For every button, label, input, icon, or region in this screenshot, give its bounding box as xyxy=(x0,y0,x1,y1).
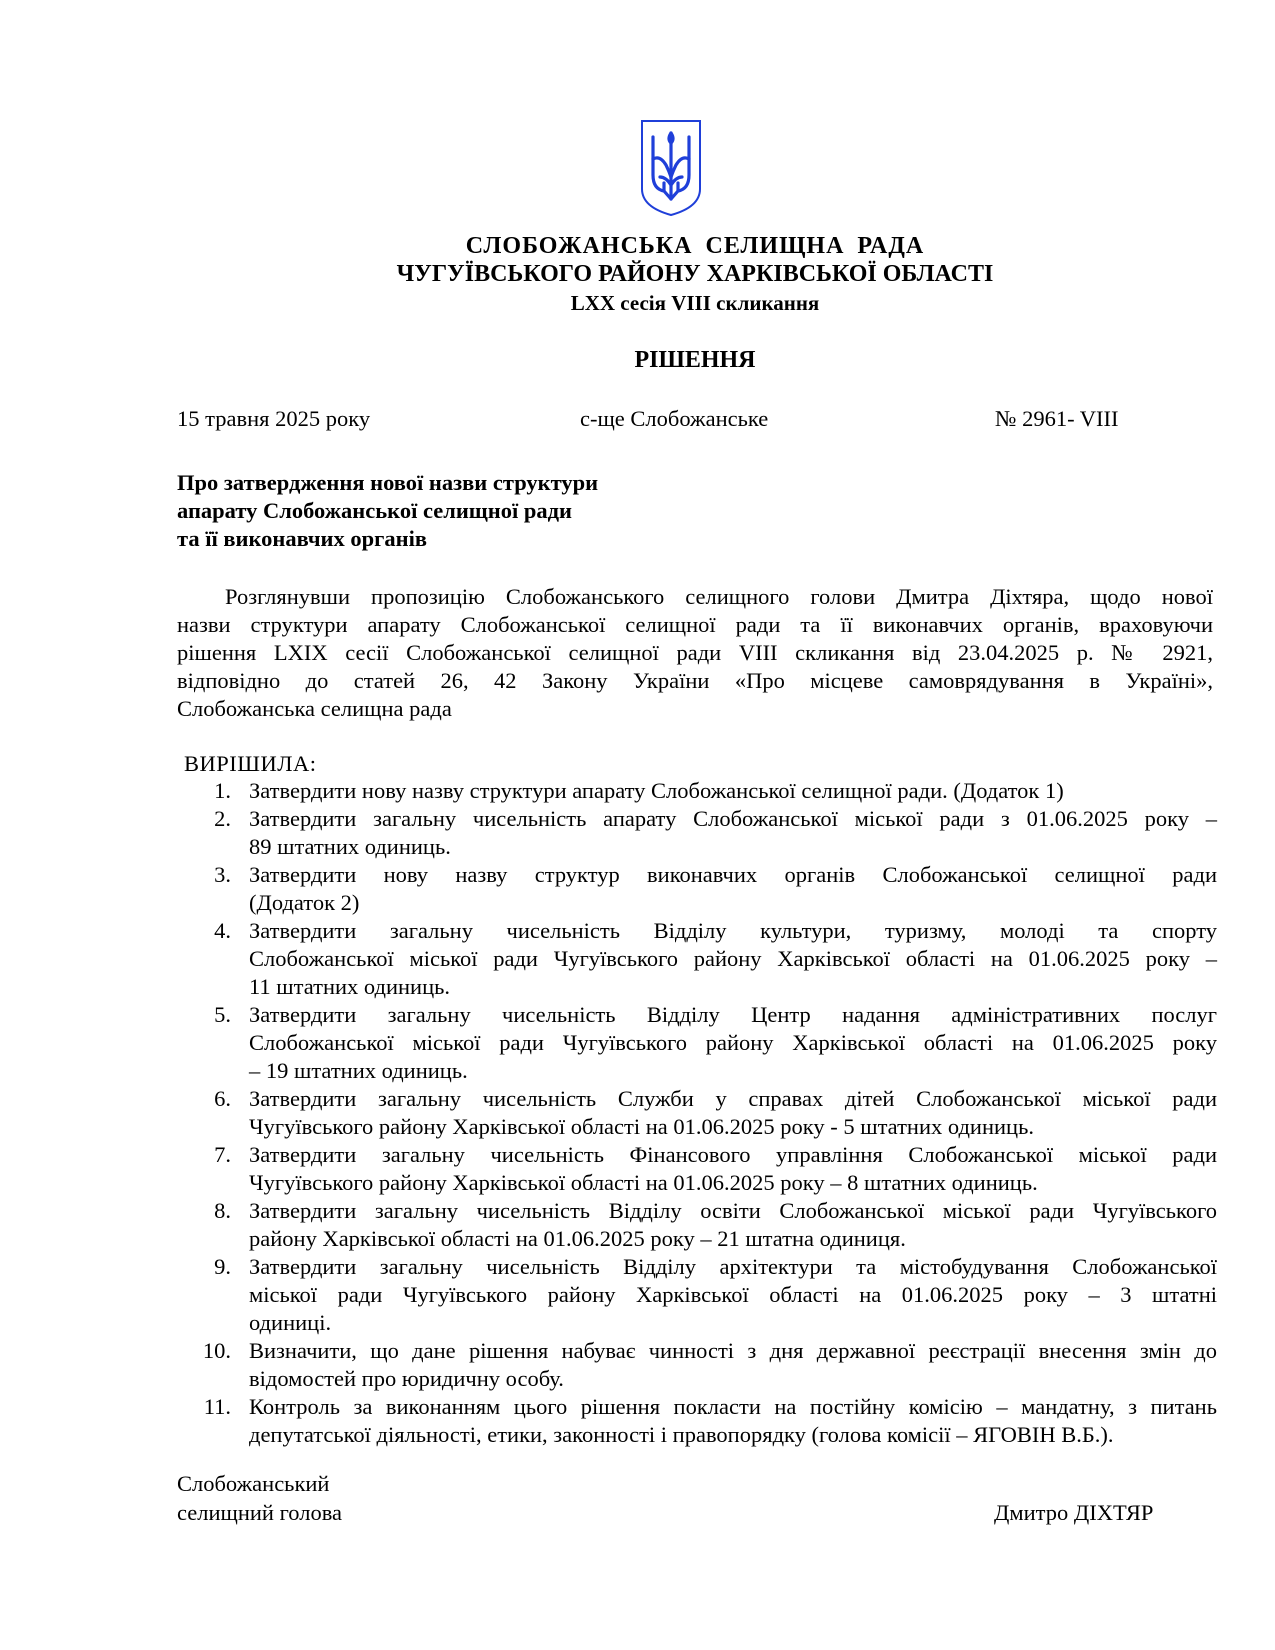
item-text-line: Контроль за виконанням цього рішення покласти на постійну комісію – мандатну, з питань xyxy=(249,1394,1217,1419)
item-text-line: Затвердити нову назву структур виконавчих органів Слобожанської селищної ради xyxy=(249,862,1217,887)
item-text-line: Слобожанської міської ради Чугуївського району Харківської області на 01.06.2025 року xyxy=(249,1030,1217,1055)
preamble-paragraph xyxy=(177,583,1213,723)
item-number: 1. xyxy=(214,778,231,803)
item-text-line: Затвердити загальну чисельність Відділу Центр надання адміністративних послуг xyxy=(249,1002,1217,1027)
decision-item xyxy=(177,1197,1217,1253)
item-text-line: 11 штатних одиниць. xyxy=(249,974,451,999)
item-text xyxy=(249,777,1217,805)
item-number: 4. xyxy=(214,918,231,943)
session-line: LXX сесія VIII скликання xyxy=(570,291,820,315)
item-number: 5. xyxy=(214,1002,231,1027)
item-text-line: міської ради Чугуївського району Харківської області на 01.06.2025 року – 3 штатні xyxy=(249,1282,1217,1307)
decision-item xyxy=(177,777,1217,805)
decision-item xyxy=(177,1337,1217,1393)
preamble-line: рішення LXIX сесії Слобожанської селищної ради VIII скликання від 23.04.2025 р. № 2921, xyxy=(177,640,1213,665)
item-number: 2. xyxy=(214,806,231,831)
decision-item xyxy=(177,1253,1217,1337)
item-text-line: Затвердити нову назву структури апарату Слобожанської селищної ради. (Додаток 1) xyxy=(249,778,1064,803)
item-text xyxy=(249,1085,1217,1141)
signatory-title-line1: Слобожанський xyxy=(177,1471,330,1496)
preamble-line: Слобожанська селищна рада xyxy=(177,696,452,721)
preamble-line: відповідно до статей 26, 42 Закону України «Про місцеве самоврядування в Україні», xyxy=(177,668,1213,693)
item-text-line: (Додаток 2) xyxy=(249,890,360,915)
item-number: 11. xyxy=(203,1394,231,1419)
decision-item xyxy=(177,1393,1217,1449)
item-text xyxy=(249,1001,1217,1085)
decision-item xyxy=(177,917,1217,1001)
preamble-line: назви структури апарату Слобожанської селищної ради та її виконавчих органів, враховуючи xyxy=(177,612,1213,637)
decision-item xyxy=(177,1001,1217,1085)
item-text-line: району Харківської області на 01.06.2025 року – 21 штатна одиниця. xyxy=(249,1226,906,1251)
item-text xyxy=(249,1337,1217,1393)
decision-subject xyxy=(177,469,598,553)
item-text-line: депутатської діяльності, етики, законності і правопорядку (голова комісії – ЯГОВІН В.Б.). xyxy=(249,1422,1114,1447)
item-number: 3. xyxy=(214,862,231,887)
item-number: 8. xyxy=(214,1198,231,1223)
item-text-line: Затвердити загальну чисельність Служби у справах дітей Слобожанської міської ради xyxy=(249,1086,1217,1111)
subject-line: Про затвердження нової назви структури xyxy=(177,470,599,495)
item-text xyxy=(249,1253,1217,1337)
item-number: 9. xyxy=(214,1254,231,1279)
item-number: 7. xyxy=(214,1142,231,1167)
item-text xyxy=(249,1141,1217,1197)
item-text xyxy=(249,1197,1217,1253)
item-text-line: Затвердити загальну чисельність Фінансового управління Слобожанської міської ради xyxy=(249,1142,1217,1167)
item-text-line: Чугуївського району Харківської області на 01.06.2025 року – 8 штатних одиниць. xyxy=(249,1170,1038,1195)
item-number: 10. xyxy=(202,1338,231,1363)
decision-item xyxy=(177,1141,1217,1197)
item-text-line: Затвердити загальну чисельність Відділу архітектури та містобудування Слобожанської xyxy=(249,1254,1217,1279)
item-text-line: Затвердити загальну чисельність апарату Слобожанської міської ради з 01.06.2025 року – xyxy=(249,806,1217,831)
item-text-line: Визначити, що дане рішення набуває чинності з дня державної реєстрації внесення змін до xyxy=(249,1338,1217,1363)
coat-of-arms-trident-icon xyxy=(640,119,702,217)
item-text-line: Слобожанської міської ради Чугуївського району Харківської області на 01.06.2025 року – xyxy=(249,946,1217,971)
decision-item xyxy=(177,805,1217,861)
decision-item xyxy=(177,1085,1217,1141)
decision-items-list xyxy=(177,777,1217,1449)
subject-line: апарату Слобожанської селищної ради xyxy=(177,498,572,523)
council-name: СЛОБОЖАНСЬКА СЕЛИЩНА РАДА xyxy=(465,233,925,259)
item-text xyxy=(249,805,1217,861)
decision-item xyxy=(177,861,1217,917)
preamble-line: Розглянувши пропозицію Слобожанського селищного голови Дмитра Діхтяра, щодо нової xyxy=(225,584,1213,609)
item-text-line: 89 штатних одиниць. xyxy=(249,834,451,859)
item-text-line: Чугуївського району Харківської області на 01.06.2025 року - 5 штатних одиниць. xyxy=(249,1114,1034,1139)
signatory-title-line2: селищний голова xyxy=(177,1500,343,1525)
subject-line: та її виконавчих органів xyxy=(177,526,427,551)
decision-number: № 2961- VIII xyxy=(995,406,1119,431)
item-text xyxy=(249,917,1217,1001)
item-text xyxy=(249,861,1217,917)
item-number: 6. xyxy=(214,1086,231,1111)
item-text-line: відомостей про юридичну особу. xyxy=(249,1366,564,1391)
district-name: ЧУГУЇВСЬКОГО РАЙОНУ ХАРКІВСЬКОЇ ОБЛАСТІ xyxy=(396,261,994,287)
resolved-label: ВИРІШИЛА: xyxy=(184,751,317,776)
item-text-line: одиниці. xyxy=(249,1310,332,1335)
decision-date: 15 травня 2025 року xyxy=(177,406,371,431)
item-text-line: Затвердити загальну чисельність Відділу культури, туризму, молоді та спорту xyxy=(249,918,1217,943)
decision-place: с-ще Слобожанське xyxy=(580,406,769,431)
document-type-title: РІШЕННЯ xyxy=(634,347,756,373)
item-text-line: – 19 штатних одиниць. xyxy=(249,1058,468,1083)
item-text-line: Затвердити загальну чисельність Відділу освіти Слобожанської міської ради Чугуївського xyxy=(249,1198,1217,1223)
signatory-name: Дмитро ДІХТЯР xyxy=(994,1500,1154,1525)
item-text xyxy=(249,1393,1217,1449)
